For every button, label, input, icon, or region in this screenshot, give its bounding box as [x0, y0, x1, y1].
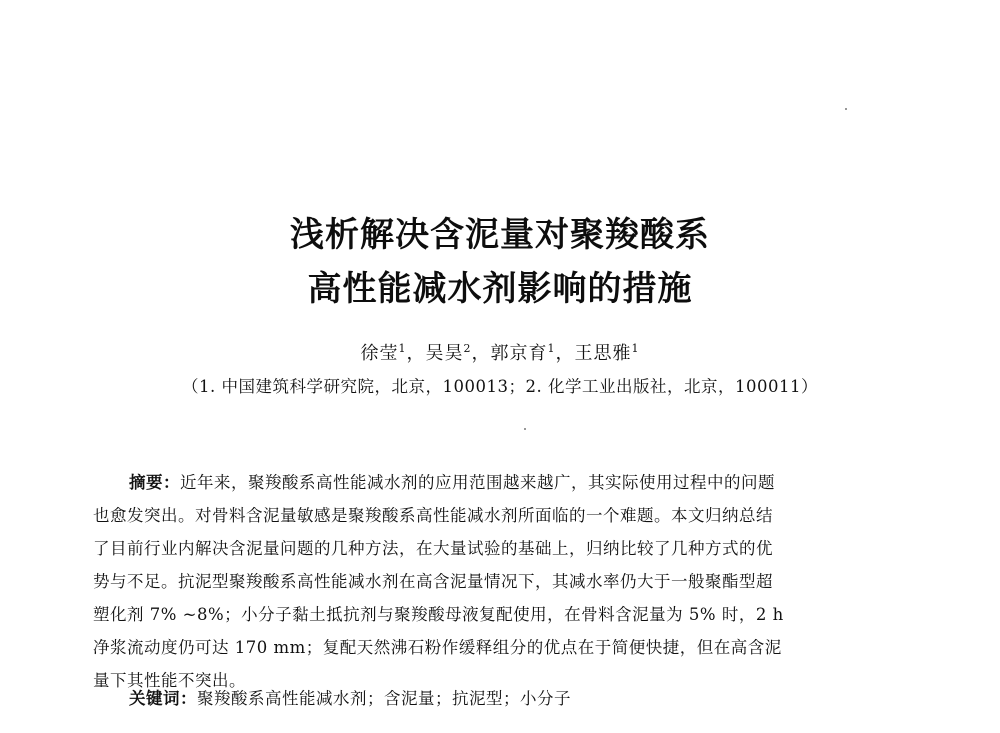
paper-title [0, 208, 1000, 316]
author-separator: ， [555, 343, 575, 364]
title-line-1: 浅析解决含泥量对聚羧酸系 [290, 215, 710, 255]
author-2 [426, 343, 491, 364]
abstract-line: 了目前行业内解决含泥量问题的几种方法，在大量试验的基础上，归纳比较了几种方式的优 [93, 539, 773, 558]
author-name: 郭京育 [490, 343, 548, 364]
author-name: 王思雅 [574, 343, 632, 364]
author-list [0, 341, 1000, 367]
author-name: 吴昊 [425, 343, 464, 364]
scan-speck [845, 108, 847, 110]
abstract-label: 摘要： [129, 473, 180, 492]
author-separator: ， [471, 343, 491, 364]
author-4 [575, 343, 640, 364]
author-3 [491, 343, 575, 364]
title-line-2: 高性能减水剂影响的措施 [307, 269, 693, 309]
abstract-text: 近年来，聚羧酸系高性能减水剂的应用范围越来越广，其实际使用过程中的问题 [180, 473, 775, 492]
abstract-line: 净浆流动度仍可达 170 mm；复配天然沸石粉作缓释组分的优点在于简便快捷，但在高含泥 [93, 638, 782, 657]
keywords-label: 关键词： [129, 689, 197, 708]
scan-speck [524, 428, 526, 430]
author-affiliation-mark: 2 [463, 342, 472, 355]
author-affiliation-mark: 1 [547, 342, 556, 355]
abstract [93, 466, 911, 697]
author-affiliation-mark: 1 [398, 342, 407, 355]
author-affiliation-mark: 1 [631, 342, 640, 355]
affiliation-line: （1. 中国建筑科学研究院，北京，100013；2. 化学工业出版社，北京，100011） [182, 377, 818, 396]
abstract-line: 塑化剂 7% ~8%；小分子黏土抵抗剂与聚羧酸母液复配使用，在骨料含泥量为 5% 时，2 h [93, 605, 784, 624]
keywords [129, 686, 911, 712]
abstract-line: 也愈发突出。对骨料含泥量敏感是聚羧酸系高性能减水剂所面临的一个难题。本文归纳总结 [93, 506, 773, 525]
abstract-line [93, 466, 911, 499]
keywords-text: 聚羧酸系高性能减水剂；含泥量；抗泥型；小分子 [197, 689, 571, 708]
abstract-line: 势与不足。抗泥型聚羧酸系高性能减水剂在高含泥量情况下，其减水率仍大于一般聚酯型超 [93, 572, 773, 591]
author-1 [361, 343, 426, 364]
abstract-line: 量下其性能不突出。 [93, 671, 246, 690]
author-separator: ， [406, 343, 426, 364]
author-name: 徐莹 [360, 343, 399, 364]
